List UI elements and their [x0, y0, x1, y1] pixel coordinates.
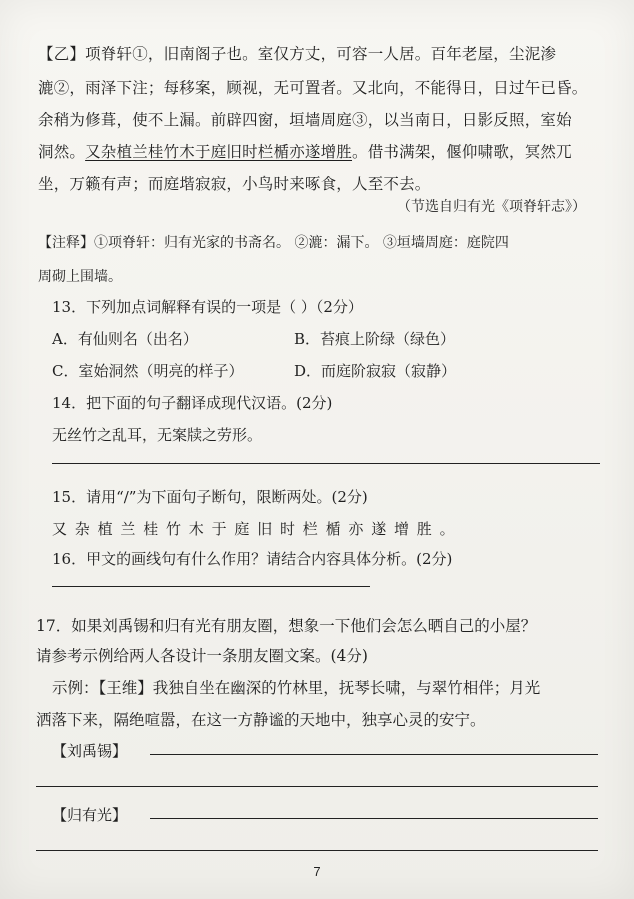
question-13-option-a: A．有仙则名（出名） — [52, 330, 198, 348]
question-15-sentence: 又杂植兰桂竹木于庭旧时栏楯亦遂增胜。 — [52, 520, 463, 538]
question-13: 13．下列加点词解释有误的一项是（ ）（2分） — [52, 298, 363, 316]
question-14-answer-line[interactable] — [52, 463, 600, 464]
question-17-line-2: 请参考示例给两人各设计一条朋友圈文案。(4分) — [36, 647, 368, 665]
question-16-answer-line[interactable] — [52, 586, 370, 587]
liu-yuxi-answer-line-2[interactable] — [36, 786, 598, 787]
page-number: 7 — [313, 864, 321, 879]
underlined-sentence: 又杂植兰桂竹木于庭旧时栏楯亦遂增胜 — [85, 143, 353, 161]
passage-line-4-prefix: 洞然。 — [38, 143, 86, 161]
notes-line-2: 周砌上围墙。 — [38, 269, 122, 285]
example-line-1: 示例：【王维】我独自坐在幽深的竹林里，抚琴长啸，与翠竹相伴；月光 — [52, 679, 541, 697]
question-13-option-d: D．而庭阶寂寂（寂静） — [294, 362, 457, 380]
gui-youguang-answer-line-2[interactable] — [36, 850, 598, 851]
question-17-line-1: 17．如果刘禹锡和归有光有朋友圈，想象一下他们会怎么晒自己的小屋？ — [36, 617, 537, 635]
passage-line-4 — [38, 140, 598, 162]
passage-line-3: 余稍为修葺，使不上漏。前辟四窗，垣墙周庭③，以当南日，日影反照，室始 — [38, 111, 572, 129]
label-liu-yuxi: 【刘禹锡】 — [52, 742, 128, 760]
passage-line-5: 坐，万籁有声；而庭堦寂寂，小鸟时来啄食，人至不去。 — [38, 175, 431, 193]
question-15: 15．请用“/”为下面句子断句，限断两处。(2分) — [52, 488, 368, 506]
notes-line-1: 【注释】①项脊轩：归有光家的书斋名。 ②漉：漏下。 ③垣墙周庭：庭院四 — [38, 235, 509, 251]
question-13-option-c: C．室始洞然（明亮的样子） — [52, 362, 244, 380]
passage-line-4-suffix: 。借书满架，偃仰啸歌，冥然兀 — [352, 143, 572, 161]
passage-source: （节选自归有光《项脊轩志》） — [397, 199, 586, 215]
label-gui-youguang: 【归有光】 — [52, 806, 128, 824]
question-14: 14．把下面的句子翻译成现代汉语。(2分) — [52, 394, 333, 412]
passage-line-1: 【乙】项脊轩①，旧南阁子也。室仅方丈，可容一人居。百年老屋，尘泥渗 — [38, 45, 557, 63]
example-line-2: 洒落下来，隔绝喧嚣，在这一方静谧的天地中，独享心灵的安宁。 — [36, 711, 486, 729]
passage-line-2: 漉②，雨泽下注；每移案，顾视，无可置者。又北向，不能得日，日过午已昏。 — [38, 79, 588, 97]
question-13-option-b: B．苔痕上阶绿（绿色） — [294, 330, 456, 348]
gui-youguang-answer-line-1[interactable] — [150, 818, 598, 819]
question-14-sentence: 无丝竹之乱耳，无案牍之劳形。 — [52, 426, 263, 444]
liu-yuxi-answer-line-1[interactable] — [150, 754, 598, 755]
question-16: 16．甲文的画线句有什么作用？请结合内容具体分析。(2分) — [52, 550, 453, 568]
